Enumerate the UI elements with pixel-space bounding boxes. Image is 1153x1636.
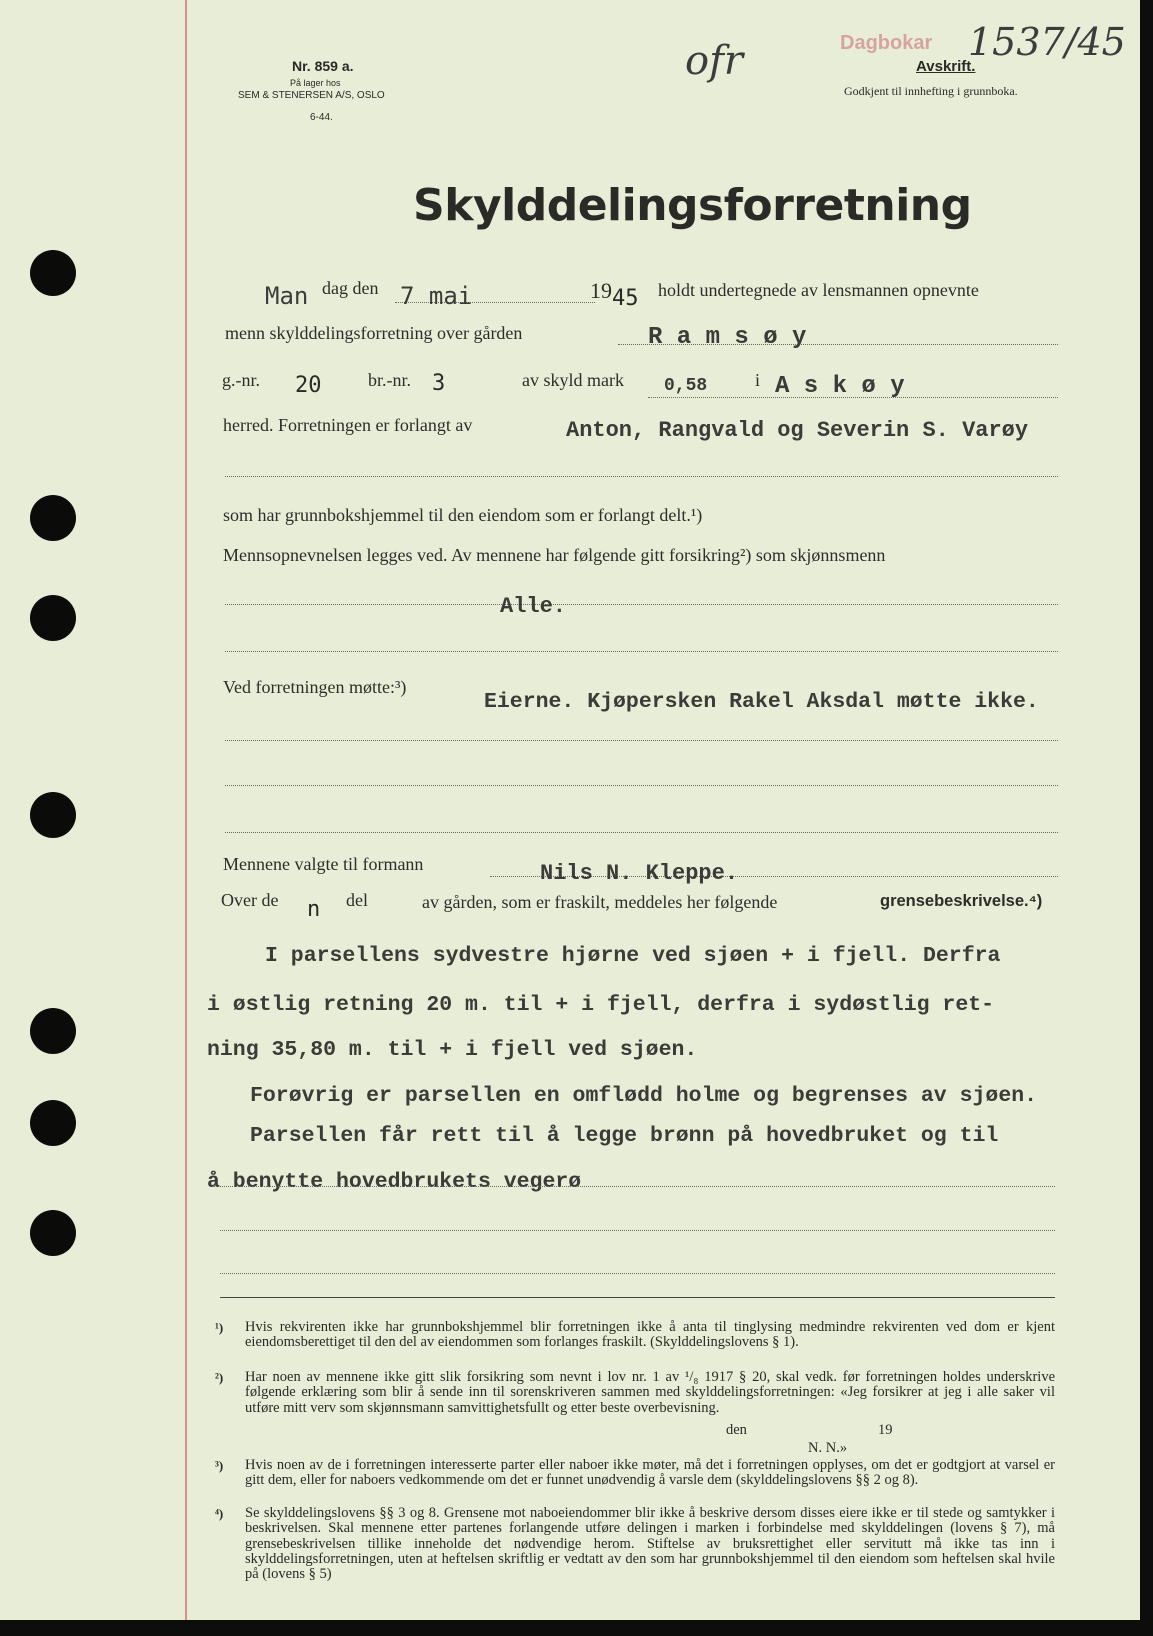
footnote2-signature: N. N.» [808, 1440, 848, 1456]
binder-hole [30, 250, 76, 296]
binder-hole [30, 595, 76, 641]
i-label: i [755, 370, 761, 390]
over-rest-text: av gården, som er fraskilt, meddeles her følgende [422, 892, 778, 912]
line1-text: holdt undertegnede av lensmannen opnevnte [658, 280, 979, 300]
skyld-label: av skyld mark [522, 370, 624, 390]
footnote-divider [220, 1297, 1055, 1298]
mennsop-line: Mennsopnevnelsen legges ved. Av mennene har følgende gitt forsikring²) som skjønnsmenn [223, 545, 886, 565]
mote-value: Eierne. Kjøpersken Rakel Aksdal møtte ikke. [484, 690, 1039, 714]
gnr-value: 20 [295, 373, 322, 398]
footnote-text: Hvis rekvirenten ikke har grunnbokshjemmel blir forretningen ikke å anta til tinglysing medmindre rekvirenten ved dom er kjent eiendomsberettiget til den del av eiendommen som forlanges fraskilt. (Skylddelingslovens § 1). [245, 1319, 1055, 1351]
printer-line: På lager hos [290, 78, 341, 88]
del-label: del [346, 890, 368, 910]
formann-label: Mennene valgte til formann [223, 854, 424, 874]
printer-code: 6-44. [310, 112, 333, 123]
footnote-mark: ³) [215, 1458, 224, 1473]
part-value: n [307, 897, 321, 922]
requesters: Anton, Rangvald og Severin S. Varøy [566, 418, 1029, 443]
footnote-mark: ¹) [215, 1320, 224, 1335]
approved-text: Godkjent til innhefting i grunnboka. [844, 84, 1018, 98]
footnote2-den: den [726, 1422, 747, 1438]
blank-dotted-line [225, 651, 1058, 652]
copy-label: Avskrift. [916, 58, 976, 75]
dag-den-label: dag den [322, 278, 379, 298]
blank-dotted-line [225, 740, 1058, 741]
skyld-value: 0,58 [664, 376, 708, 396]
binder-hole [30, 1100, 76, 1146]
description-line: i østlig retning 20 m. til + i fjell, derfra i sydøstlig ret- [207, 993, 995, 1017]
footnote-text: Se skylddelingslovens §§ 3 og 8. Grensene mot naboeiendommer blir ikke å beskrive dersom disses eiere ikke er til stede og samtykker i beskrivelsen. Skal mennene etter partenes forlangende utføre delingen i marken i forbindelse med skylddelingen (lovens § 7), må grensebeskrivelsen tillike inneholde det nødvendige herom. Stiftelse av bruksrettighet eller servitutt må ikke tas inn i skylddelingsforretningen, uten at heftelsen skriftlig er vedtatt av den som har grunnbokshjemmel til den eiendom som heftelsen skal hvile på (lovens § 5) [245, 1505, 1055, 1583]
herred-label: herred. Forretningen er forlangt av [223, 415, 473, 435]
date-value: 7 mai [400, 282, 473, 310]
year-suffix: 45 [612, 286, 639, 311]
footnote-text: Har noen av mennene ikke gitt slik forsikring som nevnt i lov nr. 1 av ¹/₈ 1917 § 20, skal vedk. før forretningen holdes underskrive følgende erklæring som blir å sende inn til sorenskriveren sammen med skylddelingsforretningen: «Jeg forsikrer at jeg i alle saker vil utføre mitt verv som skjønnsmann samvittighetsfullt og etter beste overbevisning. [245, 1369, 1055, 1416]
margin-rule [185, 0, 187, 1620]
description-line: å benytte hovedbrukets vegerø [207, 1170, 582, 1194]
grense-label: grensebeskrivelse.⁴) [880, 892, 1043, 910]
brnr-value: 3 [432, 371, 446, 396]
blank-dotted-line [225, 785, 1058, 786]
binder-hole [30, 1008, 76, 1054]
farm-name: R a m s ø y [648, 324, 807, 351]
handwritten-initial: ofr [685, 38, 744, 84]
binder-hole [30, 792, 76, 838]
blank-dotted-line [225, 832, 1058, 833]
footnote2-year: 19 [878, 1422, 893, 1438]
grunnbok-line: som har grunnbokshjemmel til den eiendom som er forlangt delt.¹) [223, 505, 703, 525]
formann-value: Nils N. Kleppe. [540, 861, 739, 886]
mote-label: Ved forretningen møtte:³) [223, 677, 407, 697]
blank-dotted-line [210, 1186, 1055, 1187]
footnote-text: Hvis noen av de i forretningen interesserte parter eller naboer ikke møter, må det i forretningen opplyses, om det er godtgjort at varsel er gitt dem, eller for naboers vedkommende om det er funnet unødvendig å varsle dem (skylddelingslovens §§ 2 og 8). [245, 1457, 1055, 1489]
binder-hole [30, 495, 76, 541]
skjonnsmenn-dotted-line [225, 604, 1058, 605]
municipality: A s k ø y [775, 373, 905, 400]
binder-hole [30, 1210, 76, 1256]
form-number: Nr. 859 a. [292, 58, 354, 74]
blank-dotted-line [225, 476, 1058, 477]
farm-label: menn skylddelingsforretning over gården [225, 323, 523, 343]
description-line: ning 35,80 m. til + i fjell ved sjøen. [207, 1038, 698, 1062]
red-stamp: Dagbokar [840, 32, 933, 54]
description-line: Forøvrig er parsellen en omflødd holme og begrenses av sjøen. [250, 1084, 1038, 1108]
blank-dotted-line [220, 1230, 1055, 1231]
description-line: I parsellens sydvestre hjørne ved sjøen + i fjell. Derfra [265, 944, 1001, 968]
footnote-mark: ⁴) [215, 1506, 224, 1521]
year-prefix: 19 [590, 278, 612, 303]
description-line: Parsellen får rett til å legge brønn på hovedbruket og til [250, 1124, 999, 1148]
brnr-label: br.-nr. [368, 370, 411, 390]
printer-name: SEM & STENERSEN A/S, OSLO [238, 90, 385, 101]
over-de-label: Over de [221, 890, 279, 910]
footnote-mark: ²) [215, 1370, 224, 1385]
handwritten-journal-number: 1537/45 [968, 20, 1126, 64]
document-title: Skylddelingsforretning [413, 180, 972, 231]
weekday: Man [265, 282, 309, 310]
gnr-label: g.-nr. [222, 370, 260, 390]
blank-dotted-line [220, 1273, 1055, 1274]
all-value: Alle. [500, 594, 567, 619]
